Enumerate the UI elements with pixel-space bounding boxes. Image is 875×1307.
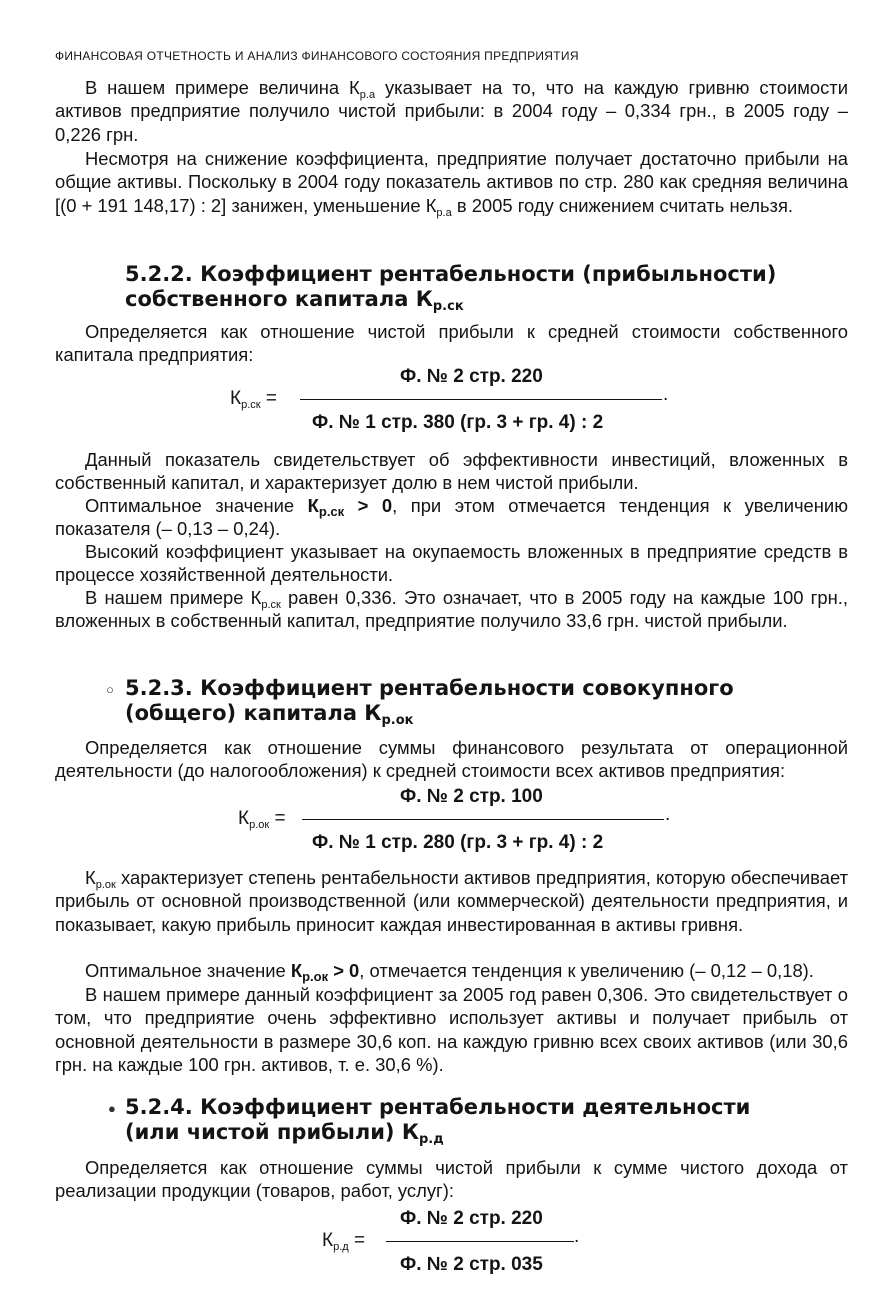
formula-lhs-subscript: р.ок [249, 819, 270, 831]
p1-subscript: р.ок [95, 879, 116, 891]
formula-numerator: Ф. № 2 стр. 220 [400, 366, 543, 387]
p2-subscript: р.ск [318, 504, 345, 519]
formula-5-2-3 [230, 784, 700, 854]
paragraph-5-2-2-2 [55, 494, 848, 541]
definition-5-2-4: Определяется как отношение суммы чистой прибыли к сумме чистого дохода от реализации продукции (товаров, работ, услуг): [55, 1157, 848, 1202]
paragraph-5-2-2-3: Высокий коэффициент указывает на окупаемость вложенных в предприятие средств в процессе хозяйственной деятельности. [55, 541, 848, 586]
heading-line-1: 5.2.3. Коэффициент рентабельности совокупного [125, 676, 734, 700]
formula-denominator: Ф. № 2 стр. 035 [400, 1254, 543, 1275]
fraction-bar [300, 399, 662, 400]
p2-text-tail: , отмечается тенденция к увеличению (– 0,12 – 0,18). [359, 960, 814, 981]
p2-symbol: К [307, 495, 319, 516]
formula-denominator: Ф. № 1 стр. 280 (гр. 3 + гр. 4) : 2 [312, 832, 604, 853]
p4-subscript: р.ск [261, 599, 281, 611]
intro-paragraph-2 [55, 147, 848, 217]
definition-5-2-3: Определяется как отношение суммы финансового результата от операционной деятельности (до налогообложения) к средней стоимости всех активов предприятия: [55, 737, 848, 782]
intro-p2-text: Несмотря на снижение коэффициента, предприятие получает достаточно прибыли на общие активы. Поскольку в 2004 году показатель активов по стр. 280 как средняя величина [(0 + 191 148,17) : 2] занижен, уменьшение К [55, 148, 848, 216]
p2-condition: > 0 [328, 960, 360, 981]
heading-line-2-text: (или чистой прибыли) К [125, 1120, 419, 1144]
p1-text-tail: характеризует степень рентабельности активов предприятия, которую обеспечивает прибыль от основной производственной (или коммерческой) деятельности предприятия, и показывает, какую прибыль приносит каждая инвестированная в активы гривня. [55, 867, 848, 935]
formula-numerator: Ф. № 2 стр. 220 [400, 1208, 543, 1229]
heading-line-1: 5.2.4. Коэффициент рентабельности деятельности [125, 1095, 751, 1119]
section-heading-5-2-2 [125, 262, 825, 312]
p2-text-tail: , при этом отмечается тенденция к увеличению показателя (– 0,13 – 0,24). [55, 495, 849, 540]
heading-subscript: р.ок [381, 713, 414, 728]
p4-text: В нашем примере К [85, 587, 262, 608]
intro-p1-text-tail: указывает на то, что на каждую гривню стоимости активов предприятие получило чистой прибыли: в 2004 году – 0,334 грн., в 2005 году – 0,226 грн. [55, 77, 848, 145]
formula-period: . [574, 1226, 580, 1247]
fraction-bar [386, 1241, 574, 1242]
intro-paragraph-1 [55, 76, 848, 146]
heading-line-2 [125, 1120, 825, 1145]
formula-lhs [322, 1230, 365, 1252]
formula-lhs [238, 808, 286, 830]
formula-period: . [663, 384, 669, 405]
paragraph-5-2-2-1: Данный показатель свидетельствует об эффективности инвестиций, вложенных в собственный капитал, и характеризует долю в нем чистой прибыли. [55, 449, 848, 494]
formula-equals: = [269, 808, 286, 829]
paragraph-5-2-3-1 [55, 866, 848, 936]
formula-numerator: Ф. № 2 стр. 100 [400, 786, 543, 807]
heading-line-2 [125, 701, 825, 726]
p1-symbol: К [85, 867, 96, 888]
formula-denominator: Ф. № 1 стр. 380 (гр. 3 + гр. 4) : 2 [312, 412, 604, 433]
margin-mark: ○ [106, 682, 114, 697]
formula-period: . [665, 804, 671, 825]
paragraph-5-2-3-3: В нашем примере данный коэффициент за 2005 год равен 0,306. Это свидетельствует о том, что предприятие очень эффективно использует активы и получает прибыль от основной деятельности в размере 30,6 коп. на каждую гривню всех своих активов (или 30,6 грн. на каждые 100 грн. активов, т. е. 30,6 %). [55, 984, 848, 1075]
heading-subscript: р.д [419, 1132, 444, 1147]
intro-p2-subscript: р.а [436, 206, 452, 219]
formula-lhs-symbol: К [230, 388, 242, 409]
p2-condition: > 0 [344, 495, 393, 516]
heading-subscript: р.ск [432, 299, 464, 314]
intro-p2-text-tail: в 2005 году снижением считать нельзя. [451, 194, 794, 216]
formula-lhs-subscript: р.ск [241, 399, 261, 411]
p4-text-tail: равен 0,336. Это означает, что в 2005 году на каждые 100 грн., вложенных в собственный капитал, предприятие получило 33,6 грн. чистой прибыли. [55, 587, 848, 632]
section-heading-5-2-4 [125, 1095, 825, 1145]
formula-equals: = [260, 388, 277, 409]
formula-equals: = [348, 1230, 366, 1251]
margin-mark: ● [108, 1101, 116, 1116]
paragraph-5-2-2-4 [55, 586, 848, 633]
p2-text: Оптимальное значение [85, 495, 308, 516]
formula-lhs-subscript: р.д [333, 1241, 349, 1253]
formula-lhs [230, 388, 277, 410]
p2-symbol: К [290, 960, 303, 981]
p2-text: Оптимальное значение [85, 960, 291, 981]
definition-5-2-2: Определяется как отношение чистой прибыли к средней стоимости собственного капитала предприятия: [55, 321, 848, 366]
paragraph-5-2-3-2 [55, 959, 848, 982]
heading-line-2-text: собственного капитала К [125, 287, 433, 311]
p2-subscript: р.ок [302, 969, 329, 984]
section-heading-5-2-3 [125, 676, 825, 726]
formula-lhs-symbol: К [238, 808, 250, 829]
running-head: ФИНАНСОВАЯ ОТЧЕТНОСТЬ И АНАЛИЗ ФИНАНСОВОГО СОСТОЯНИЯ ПРЕДПРИЯТИЯ [55, 49, 579, 63]
formula-5-2-4 [230, 1206, 700, 1276]
heading-line-2-text: (общего) капитала К [125, 701, 382, 725]
fraction-bar [302, 819, 664, 820]
intro-p1-subscript: р.а [359, 89, 376, 101]
formula-lhs-symbol: К [322, 1230, 334, 1251]
heading-line-2 [125, 287, 825, 312]
formula-5-2-2 [230, 364, 700, 434]
intro-p1-text: В нашем примере величина К [85, 77, 360, 98]
heading-line-1: 5.2.2. Коэффициент рентабельности (прибыльности) [125, 262, 777, 286]
